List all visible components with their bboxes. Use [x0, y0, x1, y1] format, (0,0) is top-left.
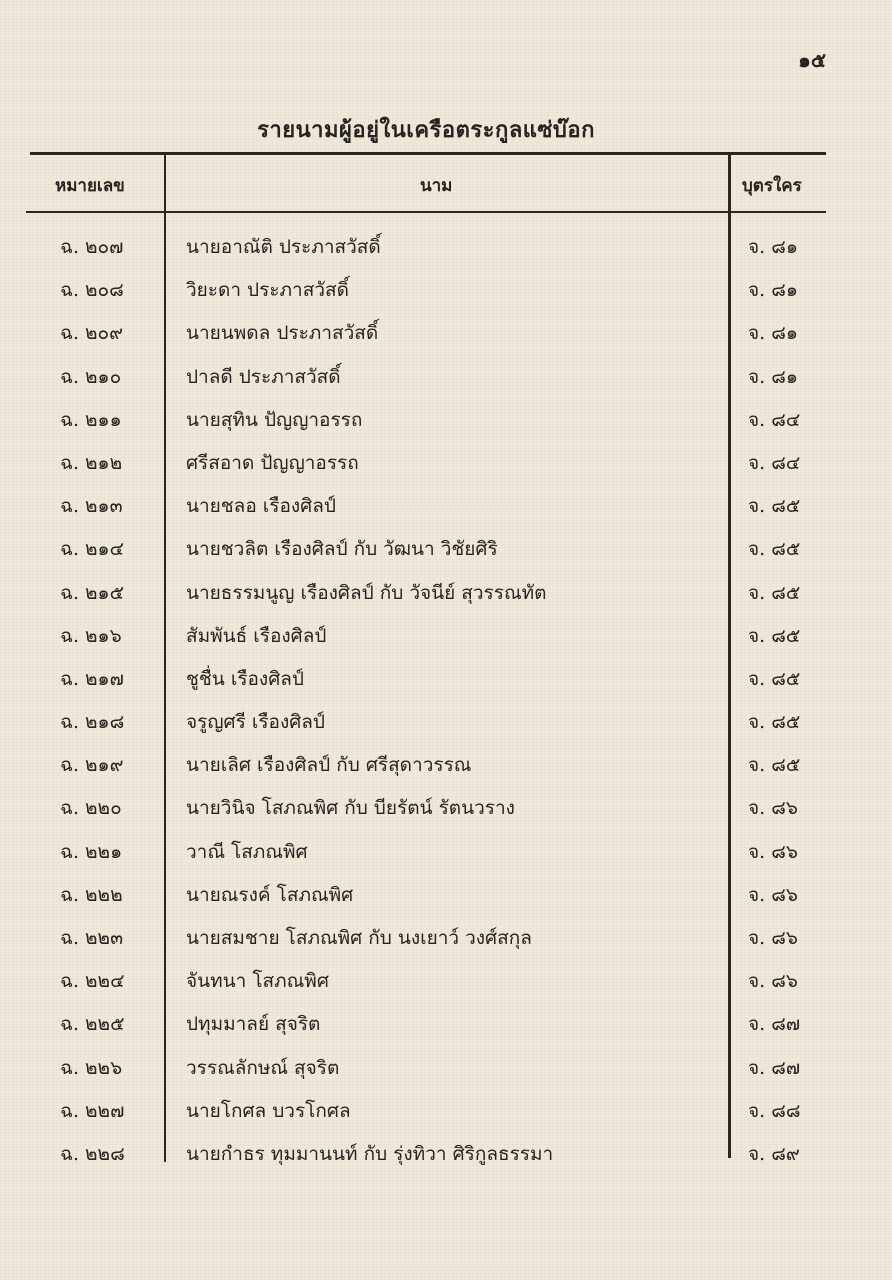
page-title: รายนามผู้อยู่ในเครือตระกูลแซ่บ๊อก	[257, 117, 595, 143]
row-child-of: จ. ๘๕	[748, 711, 801, 734]
row-name: วาณี โสภณพิศ	[186, 840, 308, 863]
row-number: ฉ. ๒๑๗	[60, 667, 124, 690]
row-name: นายธรรมนูญ เรืองศิลป์ กับ วัจนีย์ สุวรรณทัต	[186, 581, 547, 604]
row-name: นายสมชาย โสภณพิศ กับ นงเยาว์ วงศ์สกุล	[186, 927, 532, 949]
table-row	[0, 701, 892, 744]
row-number: ฉ. ๒๐๙	[60, 322, 124, 345]
table-row	[0, 572, 892, 615]
table-row	[0, 744, 892, 787]
table-row	[0, 269, 892, 312]
row-number: ฉ. ๒๑๔	[60, 538, 124, 561]
table-row	[0, 528, 892, 571]
row-child-of: จ. ๘๗	[748, 1013, 801, 1036]
row-name: นายอาณัติ ประภาสวัสดิ์	[186, 236, 381, 258]
page-number: ๑๕	[798, 48, 826, 72]
row-number: ฉ. ๒๑๓	[60, 495, 123, 518]
table-row	[0, 399, 892, 442]
table-row	[0, 485, 892, 528]
row-child-of: จ. ๘๑	[748, 322, 798, 345]
row-child-of: จ. ๘๘	[748, 1099, 801, 1122]
row-child-of: จ. ๘๕	[748, 754, 801, 777]
row-name: นายณรงค์ โสภณพิศ	[186, 883, 354, 906]
row-child-of: จ. ๘๕	[748, 495, 801, 518]
row-name: สัมพันธ์ เรืองศิลป์	[186, 624, 327, 647]
row-name: จรูญศรี เรืองศิลป์	[186, 711, 325, 734]
table-row	[0, 658, 892, 701]
header-name: นาม	[420, 176, 453, 196]
row-name: จันทนา โสภณพิศ	[186, 970, 329, 993]
row-number: ฉ. ๒๑๐	[60, 365, 122, 388]
row-number: ฉ. ๒๑๖	[60, 624, 122, 647]
table-top-rule	[30, 152, 826, 155]
row-number: ฉ. ๒๒๕	[60, 1013, 125, 1036]
table-body	[0, 226, 892, 1176]
row-child-of: จ. ๘๔	[748, 408, 801, 431]
table-row	[0, 874, 892, 917]
row-child-of: จ. ๘๖	[748, 797, 798, 820]
header-child-of: บุตรใคร	[742, 176, 802, 196]
row-number: ฉ. ๒๑๙	[60, 754, 124, 777]
row-number: ฉ. ๒๐๗	[60, 236, 124, 258]
row-name: นายนพดล ประภาสวัสดิ์	[186, 322, 379, 345]
row-name: นายโกศล บวรโกศล	[186, 1099, 351, 1122]
row-name: นายชวลิต เรืองศิลป์ กับ วัฒนา วิชัยศิริ	[186, 538, 498, 561]
row-child-of: จ. ๘๖	[748, 927, 798, 949]
row-child-of: จ. ๘๑	[748, 236, 798, 258]
row-name: ปทุมมาลย์ สุจริต	[186, 1013, 321, 1036]
row-number: ฉ. ๒๑๑	[60, 408, 122, 431]
row-name: นายเลิศ เรืองศิลป์ กับ ศรีสุดาวรรณ	[186, 754, 472, 777]
row-child-of: จ. ๘๕	[748, 581, 801, 604]
table-row	[0, 615, 892, 658]
table-row	[0, 1090, 892, 1133]
row-name: ปาลดี ประภาสวัสดิ์	[186, 365, 341, 388]
row-number: ฉ. ๒๑๕	[60, 581, 124, 604]
table-row	[0, 442, 892, 485]
row-name: นายสุทิน ปัญญาอรรถ	[186, 408, 363, 431]
row-child-of: จ. ๘๖	[748, 883, 798, 906]
table-header-rule	[26, 211, 826, 213]
row-number: ฉ. ๒๑๘	[60, 711, 125, 734]
row-number: ฉ. ๒๒๗	[60, 1099, 125, 1122]
table-row	[0, 1047, 892, 1090]
row-name: ศรีสอาด ปัญญาอรรถ	[186, 451, 359, 474]
row-child-of: จ. ๘๙	[748, 1142, 800, 1165]
row-number: ฉ. ๒๒๔	[60, 970, 125, 993]
row-number: ฉ. ๒๒๖	[60, 1056, 123, 1079]
table-row	[0, 831, 892, 874]
table-row	[0, 787, 892, 830]
table-row	[0, 960, 892, 1003]
row-name: ชูชื่น เรืองศิลป์	[186, 667, 304, 690]
row-child-of: จ. ๘๕	[748, 538, 801, 561]
row-child-of: จ. ๘๑	[748, 365, 798, 388]
table-row	[0, 312, 892, 355]
row-name: นายกำธร ทุมมานนท์ กับ รุ่งทิวา ศิริกูลธรรมา	[186, 1142, 554, 1165]
table-row	[0, 1133, 892, 1176]
row-name: วิยะดา ประภาสวัสดิ์	[186, 279, 349, 302]
table-row	[0, 226, 892, 269]
table-row	[0, 917, 892, 960]
row-number: ฉ. ๒๒๓	[60, 927, 124, 949]
table-row	[0, 1003, 892, 1046]
row-child-of: จ. ๘๖	[748, 970, 798, 993]
row-child-of: จ. ๘๕	[748, 624, 801, 647]
row-name: วรรณลักษณ์ สุจริต	[186, 1056, 340, 1079]
row-child-of: จ. ๘๗	[748, 1056, 801, 1079]
row-child-of: จ. ๘๔	[748, 451, 801, 474]
row-number: ฉ. ๒๒๒	[60, 883, 123, 906]
header-number: หมายเลข	[55, 176, 125, 196]
row-name: นายวินิจ โสภณพิศ กับ บียรัตน์ รัตนวราง	[186, 797, 515, 820]
row-number: ฉ. ๒๒๐	[60, 797, 122, 820]
row-number: ฉ. ๒๒๑	[60, 840, 123, 863]
row-number: ฉ. ๒๐๘	[60, 279, 124, 302]
row-child-of: จ. ๘๖	[748, 840, 798, 863]
row-child-of: จ. ๘๕	[748, 667, 801, 690]
row-number: ฉ. ๒๑๒	[60, 451, 123, 474]
table-row	[0, 356, 892, 399]
row-name: นายชลอ เรืองศิลป์	[186, 495, 336, 518]
row-child-of: จ. ๘๑	[748, 279, 798, 302]
row-number: ฉ. ๒๒๘	[60, 1142, 125, 1165]
